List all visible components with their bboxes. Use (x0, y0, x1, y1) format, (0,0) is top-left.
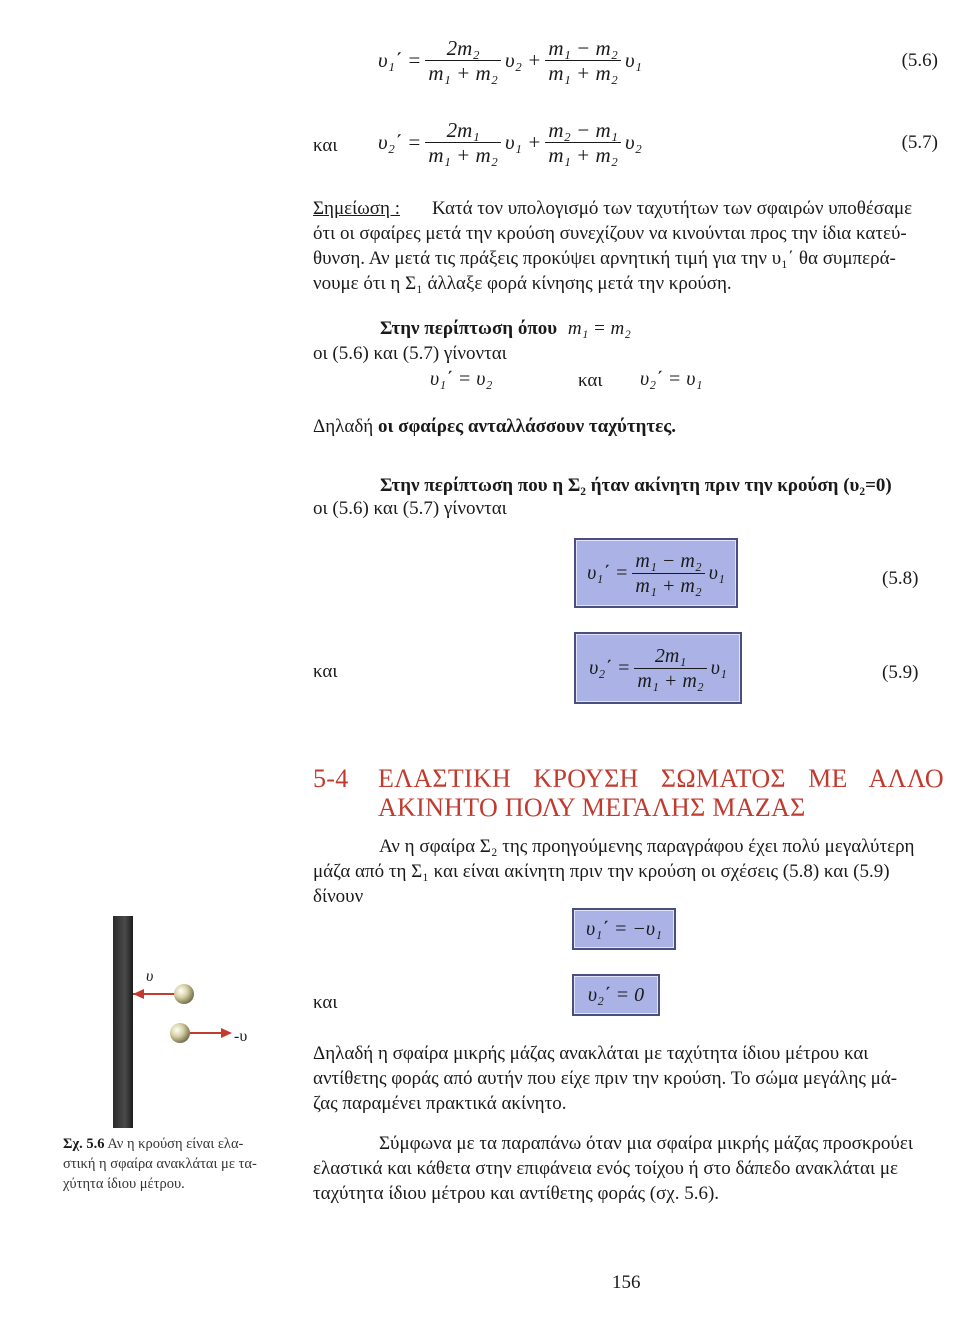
equation-5-9-box (574, 632, 742, 704)
eq58-number: (5.8) (882, 568, 919, 589)
figure-wall-bounce (100, 910, 270, 1130)
eq58-lhs: υ₁΄ = (587, 561, 629, 584)
case1-condition: m₁ = m₂ (567, 318, 631, 339)
eq57-var-2: υ₂ (624, 130, 642, 154)
outgoing-arrow-head (221, 1028, 232, 1038)
eq57-numerator-1: 2m₁ (446, 118, 480, 142)
section-line-2: μάζα από τη Σ₁ και είναι ακίνητη πριν την κρούση οι σχέσεις (5.8) και (5.9) (313, 861, 890, 882)
label-v: υ (146, 968, 154, 985)
note-label: Σημείωση : (313, 198, 400, 219)
eq59-numerator: 2m₁ (654, 644, 687, 667)
section-paragraph (313, 834, 943, 909)
figure-caption (63, 1134, 299, 1194)
eq57-fraction-2 (545, 118, 621, 167)
eq56-number: (5.6) (901, 49, 938, 71)
final-paragraph (313, 1131, 943, 1206)
case1-result-1: υ₁΄ = υ₂ (430, 368, 493, 390)
case2-intro: οι (5.6) και (5.7) γίνονται (313, 498, 507, 519)
note-line-1: Κατά τον υπολογισμό των ταχυτήτων των σφαιρών υποθέσαμε (431, 198, 913, 219)
note-paragraph (313, 196, 943, 296)
ball-incoming (174, 984, 194, 1004)
case1-intro: οι (5.6) και (5.7) γίνονται (313, 343, 507, 364)
eq57-denominator-2: m₁ + m₂ (545, 142, 621, 167)
eq57-prefix: και (313, 135, 338, 156)
caption-line-1: Αν η κρούση είναι ελα- (107, 1136, 244, 1152)
result-box-2-prefix: και (313, 992, 338, 1013)
result-box-2: υ₂΄ = 0 (572, 974, 660, 1016)
eq56-fraction-1 (425, 36, 501, 85)
eq59-lhs: υ₂΄ = (589, 656, 631, 679)
eq59-prefix: και (313, 661, 338, 682)
caption-line-3: χύτητα ίδιου μέτρου. (63, 1176, 185, 1192)
caption-line-2: στική η σφαίρα ανακλάται με τα- (63, 1156, 257, 1172)
conclusion-line-1: Δηλαδή η σφαίρα μικρής μάζας ανακλάται με ταχύτητα ίδιου μέτρου και (313, 1043, 869, 1064)
figure-wall-bounce-svg (100, 910, 270, 1130)
eq56-numerator-2: m₁ − m₂ (548, 36, 618, 60)
eq57-var-1: υ₁ + (504, 130, 542, 154)
eq57-denominator-1: m₁ + m₂ (425, 142, 501, 167)
case1-and: και (578, 370, 603, 391)
section-title-line-2: ΑΚΙΝΗΤΟ ΠΟΛΥ ΜΕΓΑΛΗΣ ΜΑΖΑΣ (378, 793, 806, 822)
eq58-denominator: m₁ + m₂ (632, 573, 704, 598)
final-line-2: ελαστικά και κάθετα στην επιφάνεια ενός τοίχου ή στο δάπεδο ανακλάται με (313, 1158, 899, 1179)
eq57-number: (5.7) (901, 131, 938, 153)
conclusion-paragraph (313, 1041, 943, 1116)
section-line-3: δίνουν (313, 886, 364, 907)
note-line-2: ότι οι σφαίρες μετά την κρούση συνεχίζουν να κινούνται προς την ίδια κατεύ- (313, 223, 907, 244)
incoming-arrow-head (133, 989, 144, 999)
section-number: 5-4 (313, 764, 349, 793)
eq59-number: (5.9) (882, 662, 919, 683)
eq59-var: υ₁ (710, 656, 727, 679)
eq56-var-1: υ₂ + (504, 48, 542, 72)
case1-conclusion-pre: Δηλαδή (313, 416, 374, 437)
conclusion-line-2: αντίθετης φοράς από αυτήν που είχε πριν την κρούση. Το σώμα μεγάλης μά- (313, 1068, 898, 1089)
eq59-denominator: m₁ + m₂ (634, 668, 706, 693)
eq56-denominator-2: m₁ + m₂ (545, 60, 621, 85)
eq57-numerator-2: m₂ − m₁ (548, 118, 618, 142)
eq56-denominator-1: m₁ + m₂ (425, 60, 501, 85)
case1-heading-text: Στην περίπτωση όπου (380, 318, 558, 339)
equation-5-6 (378, 36, 938, 85)
eq58-numerator: m₁ − m₂ (635, 549, 702, 572)
caption-ref: Σχ. 5.6 (63, 1136, 105, 1152)
final-line-3: ταχύτητα ίδιου μέτρου και αντίθετης φοράς (σχ. 5.6). (313, 1183, 720, 1204)
note-line-4: νουμε ότι η Σ₁ άλλαξε φορά κίνησης μετά την κρούση. (313, 273, 732, 294)
eq58-var: υ₁ (708, 561, 725, 584)
result-box-1: υ₁΄ = −υ₁ (572, 908, 676, 950)
case1-heading (380, 316, 631, 341)
eq58-fraction (632, 549, 704, 598)
case1-conclusion (313, 414, 676, 439)
note-line-3: θυνση. Αν μετά τις πράξεις προκύψει αρνητική τιμή για την υ₁΄ θα συμπερά- (313, 248, 896, 269)
case1-conclusion-bold: οι σφαίρες ανταλλάσσουν ταχύτητες. (377, 416, 677, 437)
page-number: 156 (612, 1272, 641, 1293)
final-line-1: Σύμφωνα με τα παραπάνω όταν μια σφαίρα μικρής μάζας προσκρούει (379, 1133, 913, 1154)
eq56-fraction-2 (545, 36, 621, 85)
conclusion-line-3: ζας παραμένει πρακτικά ακίνητο. (313, 1093, 567, 1114)
ball-outgoing (170, 1023, 190, 1043)
eq56-var-2: υ₁ (624, 48, 642, 72)
section-title (378, 764, 944, 822)
case2-heading: Στην περίπτωση που η Σ₂ ήταν ακίνητη πριν την κρούση (υ₂=0) (380, 475, 892, 496)
case1-result-2: υ₂΄ = υ₁ (640, 368, 703, 390)
section-title-line-1: ΕΛΑΣΤΙΚΗ ΚΡΟΥΣΗ ΣΩΜΑΤΟΣ ΜΕ ΑΛΛΟ (378, 764, 944, 793)
eq56-lhs: υ₁΄ = (378, 48, 422, 72)
equation-5-7 (378, 118, 938, 167)
wall-rect (113, 916, 133, 1128)
eq57-fraction-1 (425, 118, 501, 167)
label-minus-v: -υ (234, 1028, 248, 1045)
equation-5-8-box (574, 538, 738, 608)
eq57-lhs: υ₂΄ = (378, 130, 422, 154)
eq56-numerator-1: 2m₂ (446, 36, 480, 60)
section-line-1: Αν η σφαίρα Σ₂ της προηγούμενης παραγράφου έχει πολύ μεγαλύτερη (379, 836, 915, 857)
eq59-fraction (634, 644, 706, 693)
